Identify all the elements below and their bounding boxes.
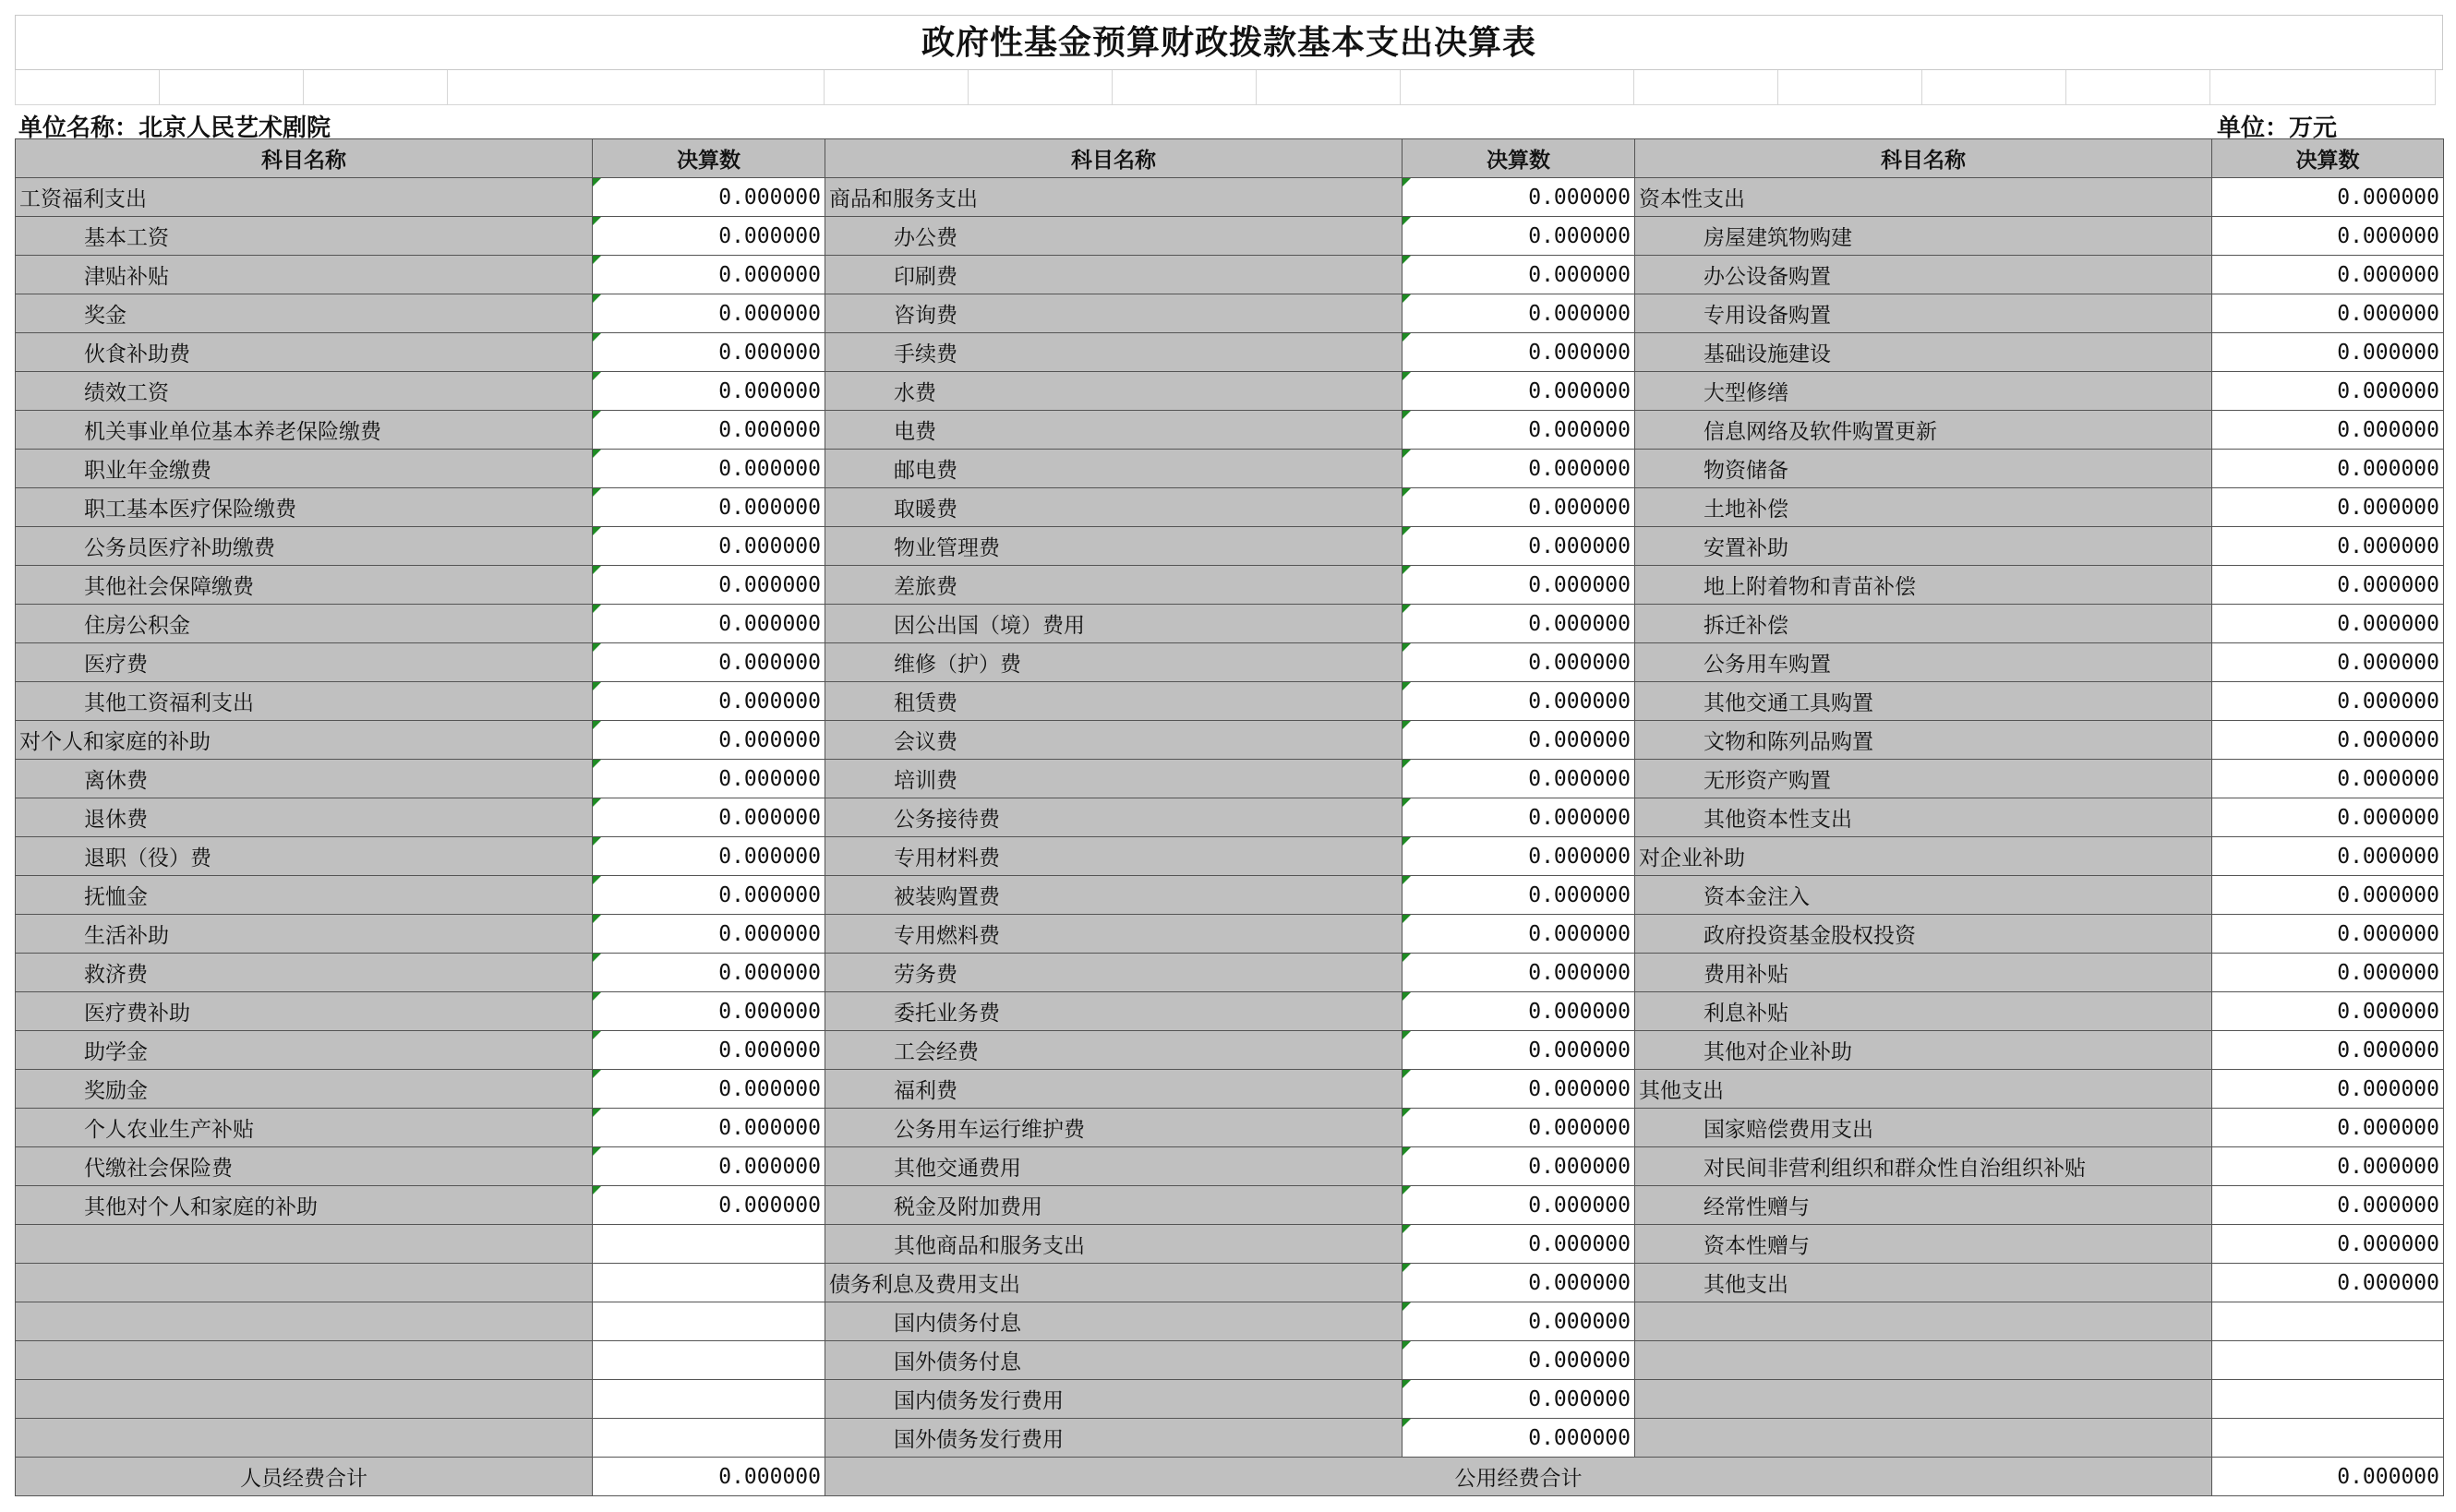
subject-name-cell[interactable]: 国家赔偿费用支出 [1635,1109,2212,1147]
amount-cell[interactable]: 0.000000 [2212,488,2444,527]
amount-cell[interactable]: 0.000000 [1403,566,1635,605]
table-row [16,333,2444,372]
amount-cell[interactable]: 0.000000 [1403,1109,1635,1147]
table-row [16,1419,2444,1458]
table-row [16,1147,2444,1186]
amount-cell[interactable]: 0.000000 [1403,1186,1635,1225]
amount-cell[interactable]: 0.000000 [1403,721,1635,760]
amount-cell[interactable]: 0.000000 [593,333,825,372]
empty-amount-cell[interactable] [593,1264,825,1302]
table-row [16,527,2444,566]
amount-cell[interactable]: 0.000000 [593,566,825,605]
amount-cell[interactable]: 0.000000 [593,915,825,954]
amount-cell[interactable]: 0.000000 [2212,1186,2444,1225]
subject-name-cell[interactable]: 医疗费 [16,643,593,682]
col-header-amount-2: 决算数 [1403,139,1635,178]
subject-name-cell[interactable]: 救济费 [16,954,593,992]
table-row [16,488,2444,527]
subject-name-cell[interactable]: 资本性赠与 [1635,1225,2212,1264]
table-row [16,837,2444,876]
table-row [16,1070,2444,1109]
amount-cell[interactable]: 0.000000 [1403,411,1635,450]
amount-cell[interactable]: 0.000000 [1403,294,1635,333]
table-row [16,1341,2444,1380]
amount-cell[interactable]: 0.000000 [593,721,825,760]
table-row [16,760,2444,798]
public-total-label: 公用经费合计 [825,1458,2212,1496]
amount-cell[interactable]: 0.000000 [593,605,825,643]
amount-cell[interactable]: 0.000000 [1403,876,1635,915]
empty-amount-cell[interactable] [593,1341,825,1380]
subject-name-cell[interactable]: 邮电费 [825,450,1403,488]
subject-name-cell[interactable]: 其他商品和服务支出 [825,1225,1403,1264]
table-row [16,1031,2444,1070]
subject-name-cell[interactable]: 劳务费 [825,954,1403,992]
grid-cell[interactable] [1113,70,1257,105]
amount-cell[interactable]: 0.000000 [593,760,825,798]
amount-cell[interactable]: 0.000000 [2212,217,2444,256]
subject-name-cell[interactable]: 被装购置费 [825,876,1403,915]
subject-name-cell[interactable]: 办公设备购置 [1635,256,2212,294]
subject-name-cell[interactable]: 取暖费 [825,488,1403,527]
empty-name-cell[interactable] [16,1341,593,1380]
table-row [16,876,2444,915]
empty-amount-cell[interactable] [2212,1341,2444,1380]
amount-cell[interactable]: 0.000000 [1403,488,1635,527]
col-header-amount-1: 决算数 [593,139,825,178]
amount-cell[interactable]: 0.000000 [2212,450,2444,488]
subject-name-cell[interactable]: 退职（役）费 [16,837,593,876]
amount-cell[interactable]: 0.000000 [1403,643,1635,682]
table-row [16,798,2444,837]
empty-amount-cell[interactable] [593,1380,825,1419]
amount-cell[interactable]: 0.000000 [2212,527,2444,566]
table-row [16,682,2444,721]
amount-cell[interactable]: 0.000000 [1403,1302,1635,1341]
empty-name-cell[interactable] [1635,1341,2212,1380]
subject-name-cell[interactable]: 伙食补助费 [16,333,593,372]
subject-name-cell[interactable]: 资本性支出 [1635,178,2212,217]
subject-name-cell[interactable]: 个人农业生产补贴 [16,1109,593,1147]
subject-name-cell[interactable]: 租赁费 [825,682,1403,721]
empty-name-cell[interactable] [1635,1419,2212,1458]
table-row [16,605,2444,643]
amount-cell[interactable]: 0.000000 [1403,1031,1635,1070]
amount-cell[interactable]: 0.000000 [2212,1031,2444,1070]
table-row [16,217,2444,256]
grid-cell[interactable] [448,70,825,105]
amount-cell[interactable]: 0.000000 [593,178,825,217]
amount-cell[interactable]: 0.000000 [593,217,825,256]
subject-name-cell[interactable]: 培训费 [825,760,1403,798]
currency-unit-label: 单位：万元 [2216,114,2337,142]
amount-cell[interactable]: 0.000000 [2212,411,2444,450]
amount-cell[interactable]: 0.000000 [2212,915,2444,954]
subject-name-cell[interactable]: 基础设施建设 [1635,333,2212,372]
table-row [16,256,2444,294]
budget-table [15,138,2444,1496]
table-row [16,1302,2444,1341]
amount-cell[interactable]: 0.000000 [2212,682,2444,721]
grid-cell[interactable] [2210,70,2436,105]
subject-name-cell[interactable]: 专用燃料费 [825,915,1403,954]
subject-name-cell[interactable]: 物资储备 [1635,450,2212,488]
subject-name-cell[interactable]: 安置补助 [1635,527,2212,566]
subject-name-cell[interactable]: 退休费 [16,798,593,837]
subject-name-cell[interactable]: 文物和陈列品购置 [1635,721,2212,760]
empty-grid-row [15,70,2443,105]
amount-cell[interactable]: 0.000000 [1403,798,1635,837]
unit-name-label: 单位名称：北京人民艺术剧院 [18,114,331,142]
subject-name-cell[interactable]: 公务用车运行维护费 [825,1109,1403,1147]
grid-cell[interactable] [1401,70,1634,105]
table-row [16,721,2444,760]
subject-name-cell[interactable]: 印刷费 [825,256,1403,294]
grid-cell[interactable] [304,70,448,105]
personnel-total-label: 人员经费合计 [16,1458,593,1496]
subject-name-cell[interactable]: 拆迁补偿 [1635,605,2212,643]
personnel-total-value[interactable]: 0.000000 [593,1458,825,1496]
subject-name-cell[interactable]: 对个人和家庭的补助 [16,721,593,760]
amount-cell[interactable]: 0.000000 [2212,1109,2444,1147]
subject-name-cell[interactable]: 专用材料费 [825,837,1403,876]
subject-name-cell[interactable]: 税金及附加费用 [825,1186,1403,1225]
amount-cell[interactable]: 0.000000 [593,1147,825,1186]
subject-name-cell[interactable]: 其他交通费用 [825,1147,1403,1186]
amount-cell[interactable]: 0.000000 [593,256,825,294]
empty-name-cell[interactable] [1635,1380,2212,1419]
amount-cell[interactable]: 0.000000 [1403,1070,1635,1109]
subject-name-cell[interactable]: 水费 [825,372,1403,411]
amount-cell[interactable]: 0.000000 [593,992,825,1031]
report-title: 政府性基金预算财政拨款基本支出决算表 [15,15,2443,70]
subject-name-cell[interactable]: 无形资产购置 [1635,760,2212,798]
amount-cell[interactable]: 0.000000 [593,643,825,682]
subject-name-cell[interactable]: 电费 [825,411,1403,450]
grid-cell[interactable] [825,70,969,105]
grid-cell[interactable] [2066,70,2210,105]
amount-cell[interactable]: 0.000000 [593,488,825,527]
table-row [16,178,2444,217]
empty-amount-cell[interactable] [2212,1302,2444,1341]
amount-cell[interactable]: 0.000000 [2212,1070,2444,1109]
amount-cell[interactable]: 0.000000 [1403,333,1635,372]
subject-name-cell[interactable]: 委托业务费 [825,992,1403,1031]
subject-name-cell[interactable]: 咨询费 [825,294,1403,333]
subject-name-cell[interactable]: 职工基本医疗保险缴费 [16,488,593,527]
amount-cell[interactable]: 0.000000 [2212,333,2444,372]
subject-name-cell[interactable]: 资本金注入 [1635,876,2212,915]
empty-amount-cell[interactable] [593,1225,825,1264]
amount-cell[interactable]: 0.000000 [593,527,825,566]
amount-cell[interactable]: 0.000000 [1403,372,1635,411]
subject-name-cell[interactable]: 离休费 [16,760,593,798]
subject-name-cell[interactable]: 商品和服务支出 [825,178,1403,217]
amount-cell[interactable]: 0.000000 [593,1031,825,1070]
empty-name-cell[interactable] [16,1302,593,1341]
subject-name-cell[interactable]: 其他资本性支出 [1635,798,2212,837]
table-row [16,1186,2444,1225]
amount-cell[interactable]: 0.000000 [593,837,825,876]
empty-amount-cell[interactable] [593,1419,825,1458]
grid-cell[interactable] [1778,70,1922,105]
empty-amount-cell[interactable] [2212,1380,2444,1419]
grid-cell[interactable] [1922,70,2066,105]
subject-name-cell[interactable]: 国外债务付息 [825,1341,1403,1380]
subject-name-cell[interactable]: 其他支出 [1635,1264,2212,1302]
amount-cell[interactable]: 0.000000 [593,411,825,450]
subject-name-cell[interactable]: 国内债务付息 [825,1302,1403,1341]
subject-name-cell[interactable]: 办公费 [825,217,1403,256]
amount-cell[interactable]: 0.000000 [1403,178,1635,217]
table-row [16,294,2444,333]
amount-cell[interactable]: 0.000000 [1403,1380,1635,1419]
subject-name-cell[interactable]: 房屋建筑物购建 [1635,217,2212,256]
subject-name-cell[interactable]: 手续费 [825,333,1403,372]
subject-name-cell[interactable]: 公务接待费 [825,798,1403,837]
empty-name-cell[interactable] [16,1264,593,1302]
amount-cell[interactable]: 0.000000 [1403,1264,1635,1302]
subject-name-cell[interactable]: 绩效工资 [16,372,593,411]
spreadsheet-sheet [15,15,2443,1496]
grid-cell[interactable] [160,70,304,105]
amount-cell[interactable]: 0.000000 [593,798,825,837]
amount-cell[interactable]: 0.000000 [1403,527,1635,566]
amount-cell[interactable]: 0.000000 [2212,1225,2444,1264]
amount-cell[interactable]: 0.000000 [1403,1225,1635,1264]
table-row [16,1264,2444,1302]
subject-name-cell[interactable]: 奖励金 [16,1070,593,1109]
amount-cell[interactable]: 0.000000 [1403,992,1635,1031]
empty-amount-cell[interactable] [2212,1419,2444,1458]
subject-name-cell[interactable]: 其他对企业补助 [1635,1031,2212,1070]
subject-name-cell[interactable]: 国内债务发行费用 [825,1380,1403,1419]
subject-name-cell[interactable]: 职业年金缴费 [16,450,593,488]
amount-cell[interactable]: 0.000000 [1403,256,1635,294]
amount-cell[interactable]: 0.000000 [2212,294,2444,333]
meta-row [15,105,2443,142]
table-row [16,992,2444,1031]
subject-name-cell[interactable]: 物业管理费 [825,527,1403,566]
table-row [16,915,2444,954]
col-header-name-2: 科目名称 [825,139,1403,178]
table-row [16,643,2444,682]
amount-cell[interactable]: 0.000000 [2212,992,2444,1031]
grid-cell[interactable] [1257,70,1401,105]
grid-cell[interactable] [969,70,1113,105]
subject-name-cell[interactable]: 债务利息及费用支出 [825,1264,1403,1302]
subject-name-cell[interactable]: 奖金 [16,294,593,333]
subject-name-cell[interactable]: 对民间非营利组织和群众性自治组织补贴 [1635,1147,2212,1186]
amount-cell[interactable]: 0.000000 [593,954,825,992]
amount-cell[interactable]: 0.000000 [1403,217,1635,256]
empty-name-cell[interactable] [1635,1302,2212,1341]
amount-cell[interactable]: 0.000000 [2212,721,2444,760]
table-row [16,566,2444,605]
table-row [16,411,2444,450]
subject-name-cell[interactable]: 利息补贴 [1635,992,2212,1031]
amount-cell[interactable]: 0.000000 [593,682,825,721]
amount-cell[interactable]: 0.000000 [2212,643,2444,682]
table-row [16,1380,2444,1419]
subject-name-cell[interactable]: 国外债务发行费用 [825,1419,1403,1458]
table-body [16,178,2444,1458]
table-row [16,954,2444,992]
subject-name-cell[interactable]: 生活补助 [16,915,593,954]
amount-cell[interactable]: 0.000000 [2212,876,2444,915]
subject-name-cell[interactable]: 对企业补助 [1635,837,2212,876]
col-header-name-1: 科目名称 [16,139,593,178]
subject-name-cell[interactable]: 津贴补贴 [16,256,593,294]
subject-name-cell[interactable]: 医疗费补助 [16,992,593,1031]
amount-cell[interactable]: 0.000000 [2212,1264,2444,1302]
subject-name-cell[interactable]: 其他交通工具购置 [1635,682,2212,721]
amount-cell[interactable]: 0.000000 [1403,605,1635,643]
table-row [16,1225,2444,1264]
amount-cell[interactable]: 0.000000 [1403,682,1635,721]
col-header-amount-3: 决算数 [2212,139,2444,178]
empty-name-cell[interactable] [16,1419,593,1458]
subject-name-cell[interactable]: 土地补偿 [1635,488,2212,527]
grid-cell[interactable] [1634,70,1778,105]
amount-cell[interactable]: 0.000000 [2212,798,2444,837]
subject-name-cell[interactable]: 经常性赠与 [1635,1186,2212,1225]
amount-cell[interactable]: 0.000000 [1403,1147,1635,1186]
subject-name-cell[interactable]: 住房公积金 [16,605,593,643]
amount-cell[interactable]: 0.000000 [593,450,825,488]
subject-name-cell[interactable]: 政府投资基金股权投资 [1635,915,2212,954]
subject-name-cell[interactable]: 机关事业单位基本养老保险缴费 [16,411,593,450]
subject-name-cell[interactable]: 差旅费 [825,566,1403,605]
amount-cell[interactable]: 0.000000 [593,876,825,915]
subject-name-cell[interactable]: 其他工资福利支出 [16,682,593,721]
subject-name-cell[interactable]: 因公出国（境）费用 [825,605,1403,643]
subject-name-cell[interactable]: 工资福利支出 [16,178,593,217]
table-row [16,1109,2444,1147]
amount-cell[interactable]: 0.000000 [593,294,825,333]
empty-name-cell[interactable] [16,1225,593,1264]
col-header-name-3: 科目名称 [1635,139,2212,178]
subject-name-cell[interactable]: 费用补贴 [1635,954,2212,992]
subject-name-cell[interactable]: 工会经费 [825,1031,1403,1070]
subject-name-cell[interactable]: 代缴社会保险费 [16,1147,593,1186]
amount-cell[interactable]: 0.000000 [2212,566,2444,605]
amount-cell[interactable]: 0.000000 [2212,1147,2444,1186]
subject-name-cell[interactable]: 其他社会保障缴费 [16,566,593,605]
amount-cell[interactable]: 0.000000 [1403,837,1635,876]
subject-name-cell[interactable]: 大型修缮 [1635,372,2212,411]
subject-name-cell[interactable]: 基本工资 [16,217,593,256]
subject-name-cell[interactable]: 抚恤金 [16,876,593,915]
amount-cell[interactable]: 0.000000 [2212,372,2444,411]
empty-amount-cell[interactable] [593,1302,825,1341]
amount-cell[interactable]: 0.000000 [2212,178,2444,217]
amount-cell[interactable]: 0.000000 [593,1109,825,1147]
subject-name-cell[interactable]: 助学金 [16,1031,593,1070]
amount-cell[interactable]: 0.000000 [1403,1419,1635,1458]
table-row [16,450,2444,488]
subject-name-cell[interactable]: 会议费 [825,721,1403,760]
totals-row [16,1458,2444,1496]
table-row [16,372,2444,411]
amount-cell[interactable]: 0.000000 [1403,1341,1635,1380]
amount-cell[interactable]: 0.000000 [593,1070,825,1109]
table-header-row [16,139,2444,178]
subject-name-cell[interactable]: 信息网络及软件购置更新 [1635,411,2212,450]
subject-name-cell[interactable]: 专用设备购置 [1635,294,2212,333]
amount-cell[interactable]: 0.000000 [2212,605,2444,643]
grid-cell[interactable] [16,70,160,105]
subject-name-cell[interactable]: 公务员医疗补助缴费 [16,527,593,566]
amount-cell[interactable]: 0.000000 [593,1186,825,1225]
subject-name-cell[interactable]: 地上附着物和青苗补偿 [1635,566,2212,605]
empty-name-cell[interactable] [16,1380,593,1419]
subject-name-cell[interactable]: 福利费 [825,1070,1403,1109]
amount-cell[interactable]: 0.000000 [1403,450,1635,488]
amount-cell[interactable]: 0.000000 [2212,837,2444,876]
amount-cell[interactable]: 0.000000 [2212,954,2444,992]
amount-cell[interactable]: 0.000000 [1403,760,1635,798]
public-total-value[interactable]: 0.000000 [2212,1458,2444,1496]
amount-cell[interactable]: 0.000000 [1403,915,1635,954]
amount-cell[interactable]: 0.000000 [1403,954,1635,992]
subject-name-cell[interactable]: 维修（护）费 [825,643,1403,682]
subject-name-cell[interactable]: 其他对个人和家庭的补助 [16,1186,593,1225]
amount-cell[interactable]: 0.000000 [2212,760,2444,798]
amount-cell[interactable]: 0.000000 [593,372,825,411]
subject-name-cell[interactable]: 其他支出 [1635,1070,2212,1109]
subject-name-cell[interactable]: 公务用车购置 [1635,643,2212,682]
amount-cell[interactable]: 0.000000 [2212,256,2444,294]
